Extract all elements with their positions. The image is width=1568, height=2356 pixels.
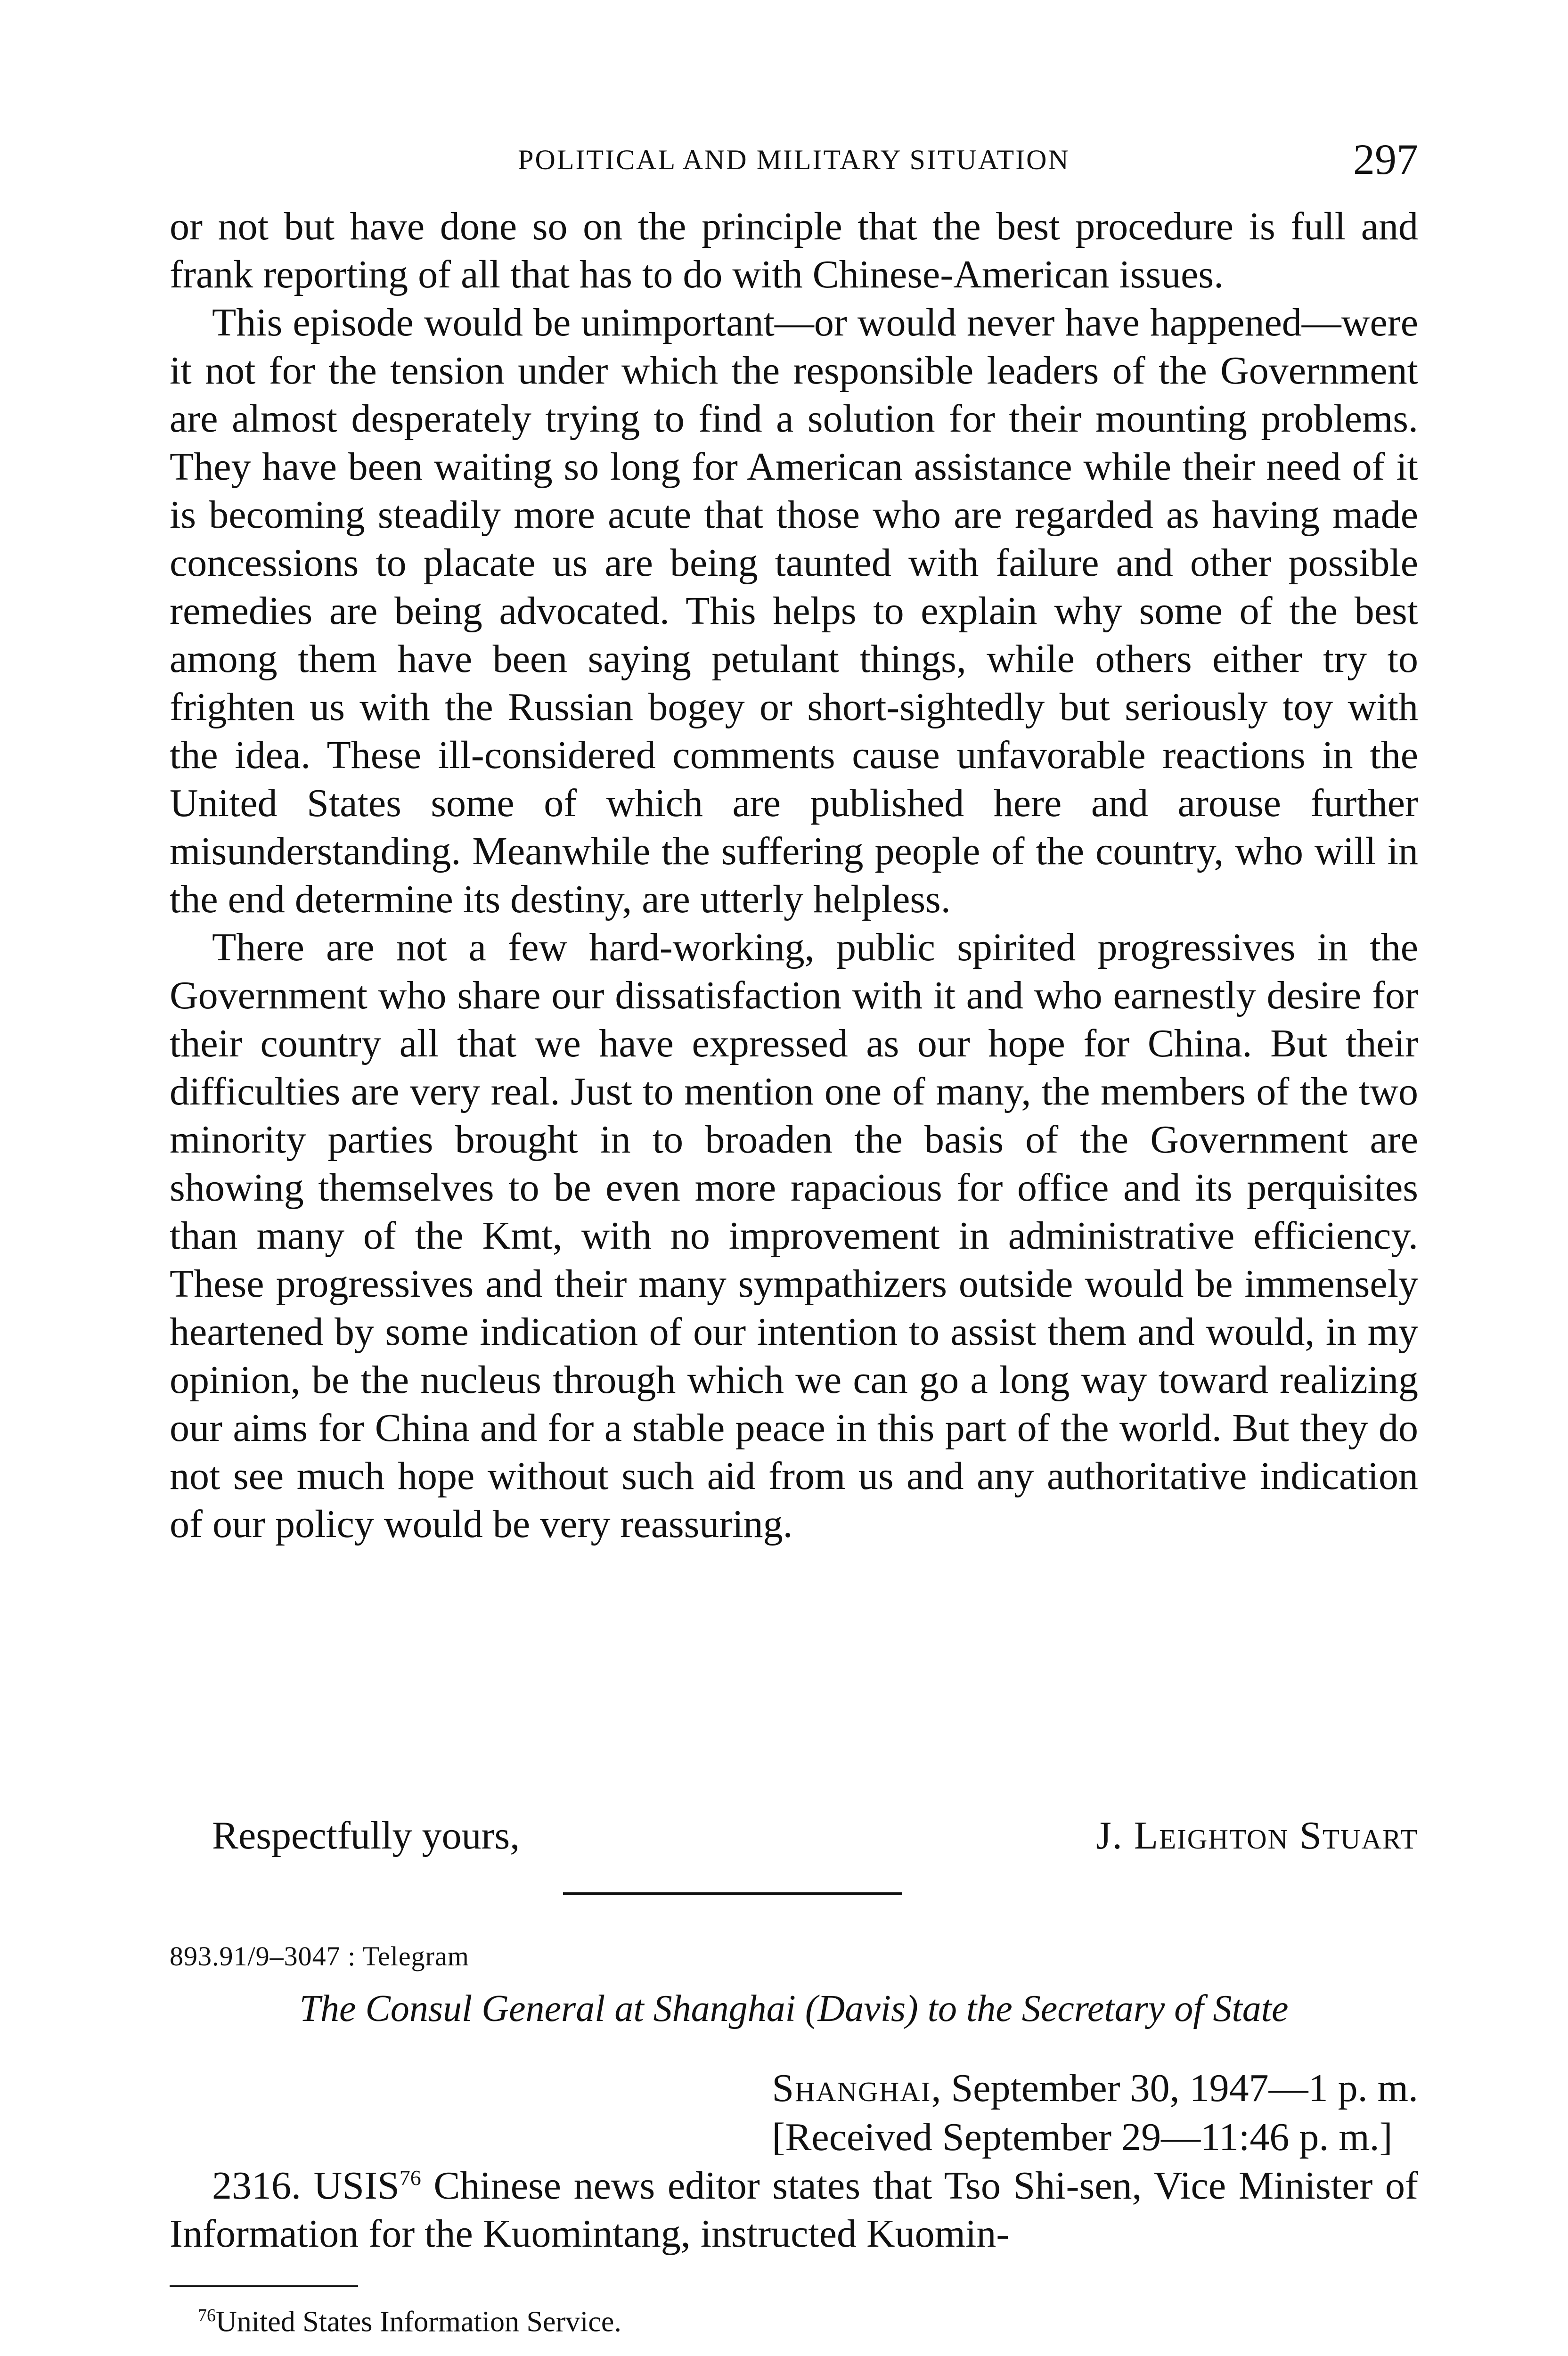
- telegram-text: Chinese news editor states that Tso Shi-sen, Vice Minister of Information for the Kuomintang, instructed Kuomin-: [170, 2164, 1418, 2256]
- dateline-received: [Received September 29—11:46 p. m.]: [772, 2115, 1393, 2159]
- dateline: [772, 2064, 1418, 2162]
- file-reference: 893.91/9–3047 : Telegram: [170, 1941, 469, 1972]
- dateline-sent: [772, 2064, 1418, 2113]
- paragraph-continued: or not but have done so on the principle that the best procedure is full and frank reporting of all that has to do with Chinese-American issues.: [170, 205, 1418, 296]
- letter-body: [170, 203, 1418, 1548]
- page-number: 297: [1353, 135, 1418, 183]
- document-title: The Consul General at Shanghai (Davis) to the Secretary of State: [299, 1988, 1289, 2029]
- dateline-date: , September 30, 1947—1 p. m.: [931, 2066, 1418, 2110]
- running-title: POLITICAL AND MILITARY SITUATION: [518, 144, 1070, 175]
- footnote-text: United States Information Service.: [216, 2306, 621, 2338]
- telegram-body: [170, 2162, 1418, 2258]
- salutation: Respectfully yours,: [212, 1814, 520, 1857]
- section-divider: [563, 1892, 902, 1895]
- footnote-marker: 76: [198, 2306, 216, 2325]
- signature: J. Leighton Stuart: [1096, 1814, 1418, 1857]
- footnote-reference: 76: [399, 2166, 421, 2190]
- telegram-paragraph: [170, 2162, 1418, 2258]
- dateline-place: Shanghai: [772, 2066, 931, 2110]
- paragraph: There are not a few hard-working, public spirited progressives in the Government who share our dissatisfaction with it and who earnestly desire for their country all that we have expressed as our hope for China. But their difficulties are very real. Just to mention one of many, the members of the two minority parties brought in to broaden the basis of the Government are showing themselves to be even more rapacious for office and its perquisites than many of the Kmt, with no improvement in administrative efficiency. These progressives and their many sympathizers outside would be immensely heartened by some indication of our intention to assist them and would, in my opinion, be the nucleus through which we can go a long way toward realizing our aims for China and for a stable peace in this part of the world. But they do not see much hope without such aid from us and any authoritative indication of our policy would be very reassuring.: [170, 925, 1418, 1546]
- telegram-number: 2316. USIS: [212, 2164, 400, 2208]
- paragraph: This episode would be unimportant—or would never have happened—were it not for the tension under which the responsible leaders of the Government are almost desperately trying to find a solution for their mounting problems. They have been waiting so long for American assistance while their need of it is becoming steadily more acute that those who are regarded as having made concessions to placate us are being taunted with failure and other possible remedies are being advocated. This helps to explain why some of the best among them have been saying petulant things, while others either try to frighten us with the Russian bogey or short-sightedly but seriously toy with the idea. These ill-considered comments cause unfavorable reactions in the United States some of which are published here and arouse further misunderstanding. Meanwhile the suffering people of the country, who will in the end determine its destiny, are utterly helpless.: [170, 301, 1418, 921]
- letter-closing: [212, 1812, 1418, 1860]
- footnote-divider: [170, 2285, 358, 2287]
- footnote: [198, 2305, 621, 2339]
- running-head: [170, 134, 1418, 191]
